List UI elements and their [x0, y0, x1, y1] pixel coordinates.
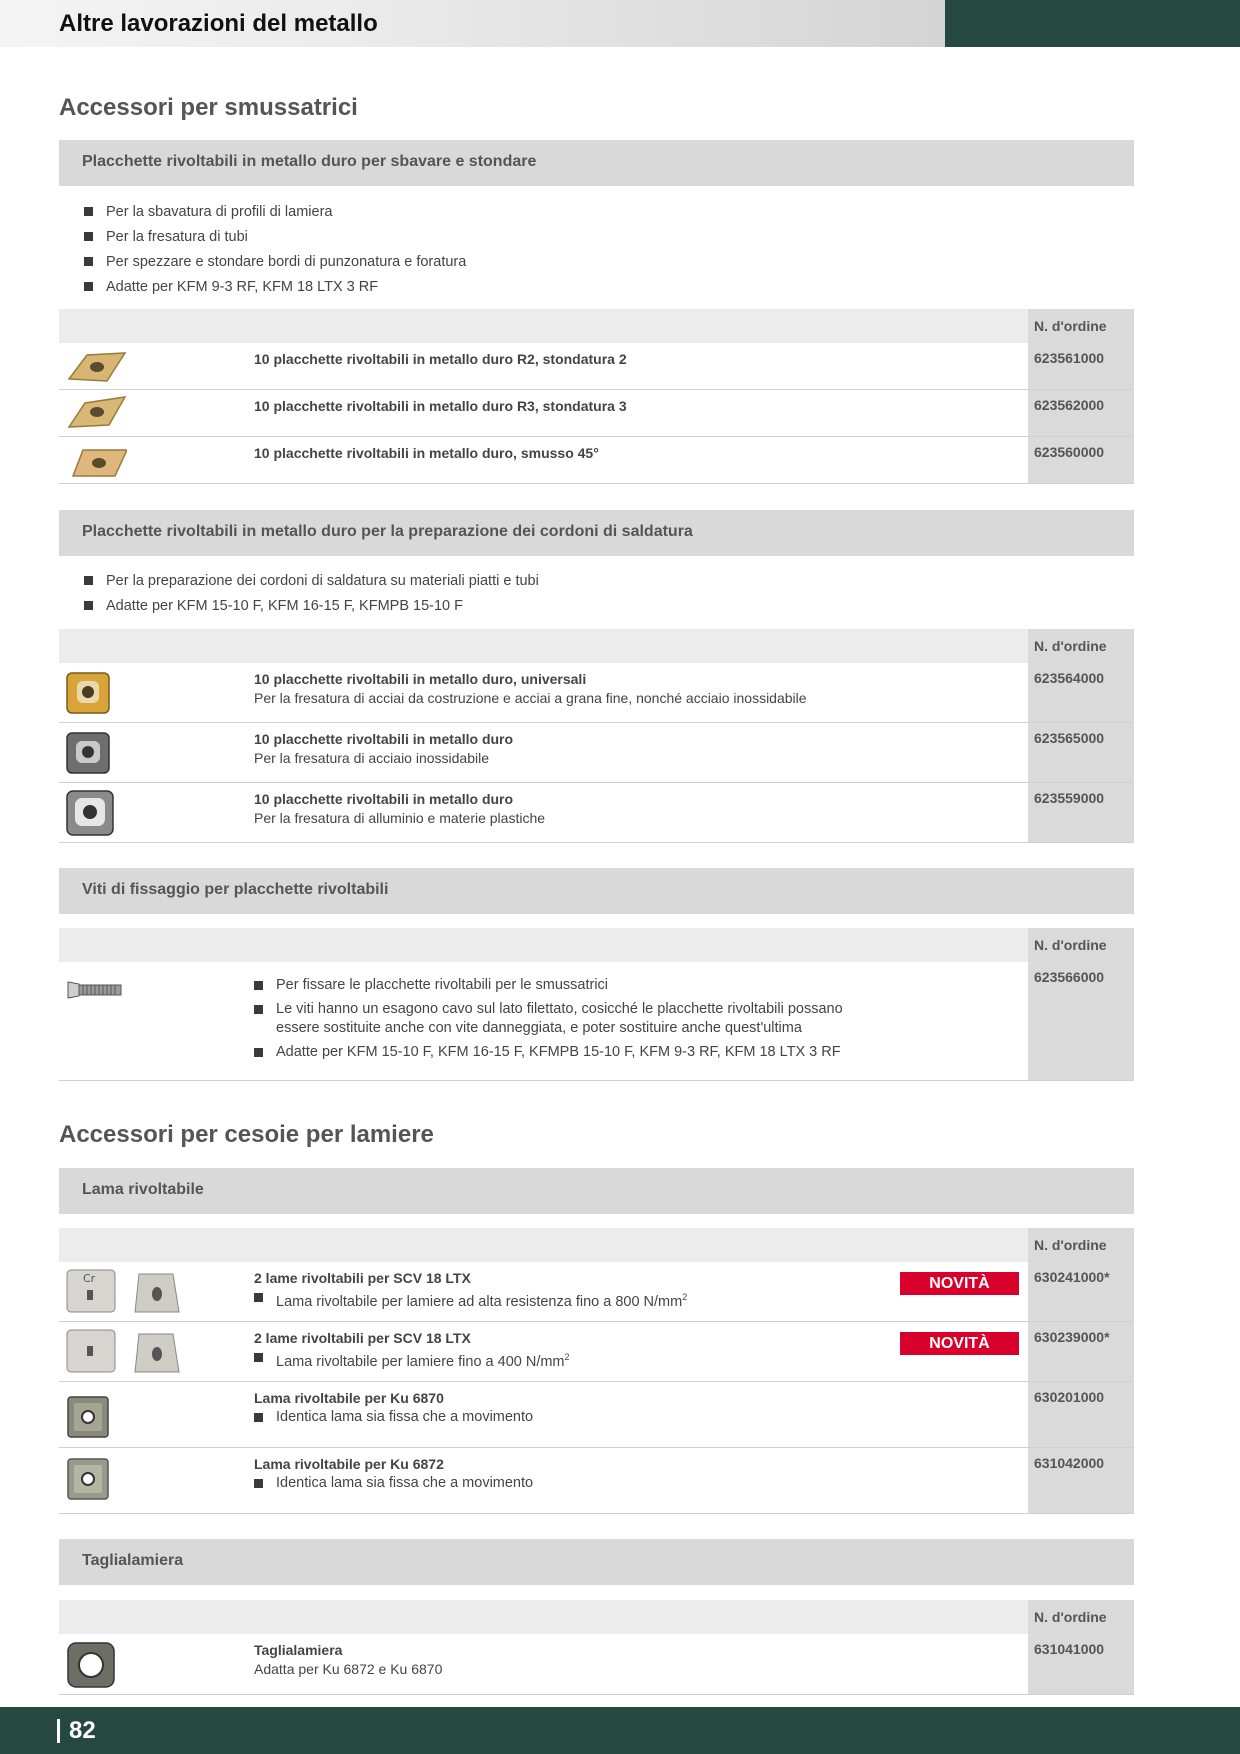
- table-row[interactable]: [59, 437, 1134, 484]
- order-number: 630241000*: [1034, 1269, 1110, 1285]
- screw-bullet: Le viti hanno un esagono cavo sul lato filettato, cosicché le placchette rivoltabili possano essere sostituite anche con vite danneggiata, e poter sostituire anche quest'ultima: [254, 1000, 874, 1038]
- section-title-smussatrici: Accessori per smussatrici: [59, 94, 358, 121]
- screw-bullet: Adatte per KFM 15-10 F, KFM 16-15 F, KFMPB 15-10 F, KFM 9-3 RF, KFM 18 LTX 3 RF: [254, 1043, 874, 1062]
- order-number-cell: [1028, 962, 1134, 1080]
- product-detail: Per la fresatura di alluminio e materie plastiche: [254, 810, 546, 826]
- header-title-zone: [0, 0, 945, 47]
- order-number: 631042000: [1034, 1455, 1105, 1471]
- order-column-header: N. d'ordine: [1028, 928, 1134, 962]
- table-row[interactable]: [59, 1382, 1134, 1448]
- table-row[interactable]: [59, 723, 1134, 783]
- list-item: Adatte per KFM 15-10 F, KFM 16-15 F, KFMPB 15-10 F: [84, 597, 539, 622]
- order-number: 623564000: [1034, 670, 1105, 686]
- blade-pair-icon: [65, 1328, 185, 1376]
- table-header: [59, 309, 1134, 343]
- group-title: Placchette rivoltabili in metallo duro per la preparazione dei cordoni di saldatura: [82, 523, 693, 540]
- svg-text:Cr: Cr: [83, 1272, 96, 1285]
- product-name: 10 placchette rivoltabili in metallo duro R3, stondatura 3: [254, 398, 627, 414]
- list-item: Per la sbavatura di profili di lamiera: [84, 203, 466, 228]
- page-footer: [0, 1707, 1240, 1754]
- order-number-cell: [1028, 1262, 1134, 1321]
- order-column-header: N. d'ordine: [1028, 629, 1134, 663]
- product-detail: Per la fresatura di acciai da costruzione e acciai a grana fine, nonché acciaio inossidabile: [254, 690, 807, 706]
- product-name: 10 placchette rivoltabili in metallo duro R2, stondatura 2: [254, 351, 627, 367]
- product-detail: Lama rivoltabile per lamiere ad alta resistenza fino a 800 $N/mm^2$: [254, 1288, 687, 1312]
- bullet-list-group1: [84, 203, 466, 303]
- blade-square-icon: [65, 1456, 111, 1502]
- order-number-cell: [1028, 1322, 1134, 1381]
- order-number: 623562000: [1034, 397, 1105, 413]
- table-row[interactable]: [59, 783, 1134, 843]
- table-row[interactable]: [59, 1262, 1134, 1322]
- page-header: [0, 0, 1240, 47]
- insert-rhombic-icon: [65, 349, 127, 385]
- page-number: 82: [69, 1717, 96, 1744]
- insert-silver-square-icon: [65, 789, 115, 837]
- table-row[interactable]: [59, 1634, 1134, 1695]
- order-number-cell: [1028, 1634, 1134, 1694]
- insert-rhombic-icon: [65, 395, 127, 431]
- table-row[interactable]: [59, 1448, 1134, 1514]
- order-column-header: N. d'ordine: [1028, 1600, 1134, 1634]
- table-row[interactable]: [59, 962, 1134, 1081]
- product-table-group5: [59, 1600, 1134, 1695]
- order-number: 630239000*: [1034, 1329, 1110, 1345]
- product-name: Taglialamiera: [254, 1642, 343, 1658]
- product-detail: Adatta per Ku 6872 e Ku 6870: [254, 1661, 443, 1677]
- product-name: Lama rivoltabile per Ku 6870: [254, 1390, 444, 1406]
- order-number: 623560000: [1034, 444, 1105, 460]
- page-number-divider: [57, 1719, 60, 1743]
- list-item: Per la fresatura di tubi: [84, 228, 466, 253]
- product-name: 10 placchette rivoltabili in metallo duro, smusso 45°: [254, 445, 599, 461]
- product-detail: Identica lama sia fissa che a movimento: [254, 1474, 533, 1493]
- insert-square-tilted-icon: [65, 442, 127, 478]
- table-header: [59, 1600, 1134, 1634]
- order-number-cell: [1028, 390, 1134, 436]
- group-band-taglialamiera: [59, 1539, 1134, 1585]
- screw-icon: [65, 978, 125, 1002]
- product-name: 10 placchette rivoltabili in metallo duro, universali: [254, 671, 587, 687]
- product-table-group3: [59, 928, 1134, 1081]
- product-detail: Identica lama sia fissa che a movimento: [254, 1408, 533, 1427]
- table-row[interactable]: [59, 1322, 1134, 1382]
- insert-grey-square-icon: [65, 731, 111, 775]
- product-table-group2: [59, 629, 1134, 843]
- order-number-cell: [1028, 1448, 1134, 1513]
- order-column-header: N. d'ordine: [1028, 1228, 1134, 1262]
- order-number-cell: [1028, 723, 1134, 782]
- product-name: 2 lame rivoltabili per SCV 18 LTX: [254, 1270, 471, 1286]
- product-name: 10 placchette rivoltabili in metallo duro: [254, 731, 514, 747]
- table-header: [59, 1228, 1134, 1262]
- product-name: 10 placchette rivoltabili in metallo duro: [254, 791, 514, 807]
- table-header: [59, 928, 1134, 962]
- order-number: 631041000: [1034, 1641, 1105, 1657]
- product-name: Lama rivoltabile per Ku 6872: [254, 1456, 444, 1472]
- product-detail: Lama rivoltabile per lamiere fino a 400 $N/mm^2$: [254, 1348, 570, 1372]
- group-band-sbavare: [59, 140, 1134, 186]
- order-number-cell: [1028, 1382, 1134, 1447]
- page-title: Altre lavorazioni del metallo: [59, 10, 378, 37]
- order-number: 630201000: [1034, 1389, 1105, 1405]
- table-row[interactable]: [59, 390, 1134, 437]
- group-title: Lama rivoltabile: [82, 1181, 204, 1198]
- list-item: Adatte per KFM 9-3 RF, KFM 18 LTX 3 RF: [84, 278, 466, 303]
- insert-gold-square-icon: [65, 671, 111, 715]
- product-table-group1: [59, 309, 1134, 484]
- order-number: 623559000: [1034, 790, 1105, 806]
- shear-cutter-icon: [65, 1640, 117, 1690]
- group-band-saldatura: [59, 510, 1134, 556]
- order-number-cell: [1028, 343, 1134, 389]
- blade-pair-icon: [65, 1268, 185, 1316]
- new-badge: NOVITÀ: [900, 1272, 1019, 1295]
- screw-bullet: Per fissare le placchette rivoltabili per le smussatrici: [254, 976, 874, 995]
- list-item: Per la preparazione dei cordoni di saldatura su materiali piatti e tubi: [84, 572, 539, 597]
- group-title: Taglialamiera: [82, 1552, 184, 1569]
- product-table-group4: [59, 1228, 1134, 1514]
- order-number: 623565000: [1034, 730, 1105, 746]
- order-number: 623561000: [1034, 350, 1105, 366]
- blade-square-icon: [65, 1394, 111, 1440]
- section-title-cesoie: Accessori per cesoie per lamiere: [59, 1121, 434, 1148]
- group-band-viti: [59, 868, 1134, 914]
- order-number: 623566000: [1034, 969, 1105, 985]
- table-row[interactable]: [59, 343, 1134, 390]
- list-item: Per spezzare e stondare bordi di punzonatura e foratura: [84, 253, 466, 278]
- group-title: Placchette rivoltabili in metallo duro per sbavare e stondare: [82, 153, 537, 170]
- order-number-cell: [1028, 437, 1134, 483]
- table-row[interactable]: [59, 663, 1134, 723]
- bullet-list-group2: [84, 572, 539, 622]
- product-name: 2 lame rivoltabili per SCV 18 LTX: [254, 1330, 471, 1346]
- group-title: Viti di fissaggio per placchette rivoltabili: [82, 881, 389, 898]
- order-column-header: N. d'ordine: [1028, 309, 1134, 343]
- product-detail: Per la fresatura di acciaio inossidabile: [254, 750, 490, 766]
- order-number-cell: [1028, 783, 1134, 842]
- group-band-lama: [59, 1168, 1134, 1214]
- header-accent-block: [945, 0, 1240, 47]
- table-header: [59, 629, 1134, 663]
- order-number-cell: [1028, 663, 1134, 722]
- new-badge: NOVITÀ: [900, 1332, 1019, 1355]
